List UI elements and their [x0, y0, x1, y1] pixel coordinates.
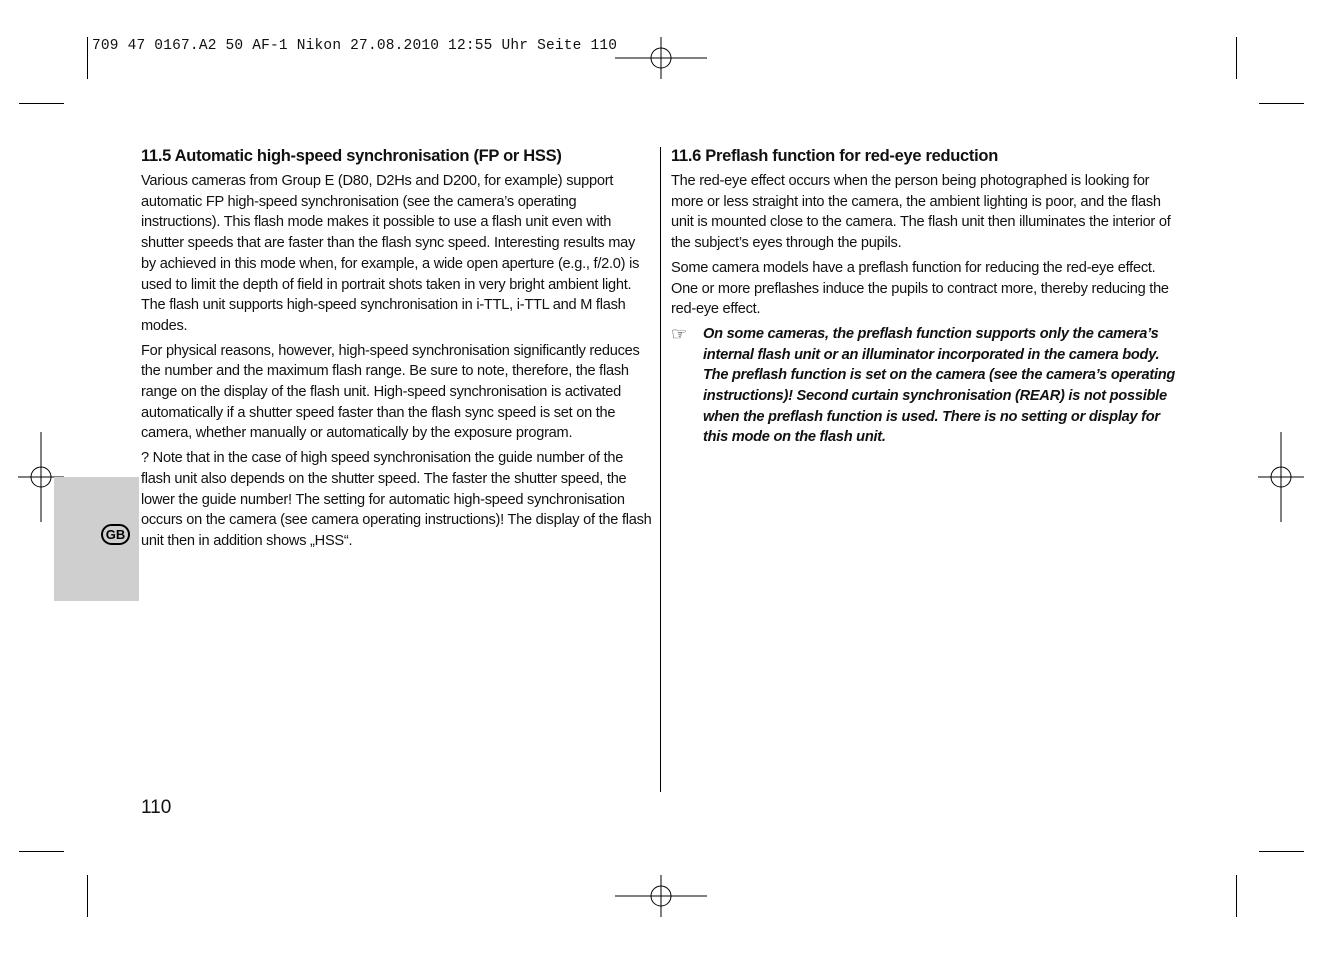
section-heading-11-5: 11.5 Automatic high-speed synchronisation (FP or HSS): [141, 147, 562, 165]
note-block: [671, 324, 1183, 448]
pointing-hand-icon: ☞: [671, 323, 688, 344]
paragraph: Various cameras from Group E (D80, D2Hs and D200, for example) support automatic FP high-speed synchronisation (see the camera’s operating instructions). This flash mode makes it possible to use a flash unit even with shutter speeds that are faster than the flash sync speed. Interesting results may by achieved in this mode when, for example, a wide open aperture (e.g., f/2.0) is used to limit the depth of field in portrait shots taken in very bright ambient light. The flash unit supports high-speed synchronisation in i-TTL, i-TTL and M flash modes.: [141, 173, 640, 334]
paragraph: The red-eye effect occurs when the person being photographed is looking for more or less straight into the camera, the ambient lighting is poor, and the flash unit is mounted close to the camera. The flash unit then illuminates the interior of the subject’s eyes through the pupils.: [671, 173, 1171, 252]
note-line: The preflash function is set on the camera (see the camera’s operating instructions)! Second curtain synchronisation (REAR) is not possible when the preflash function is used. There is no setting or display for this mode on the flash unit.: [703, 367, 1176, 446]
crop-mark-top-right-vertical: [1236, 37, 1237, 79]
registration-mark-top: [615, 37, 707, 79]
print-slug: 709 47 0167.A2 50 AF-1 Nikon 27.08.2010 12:55 Uhr Seite 110: [92, 38, 618, 54]
paragraph: Some camera models have a preflash function for reducing the red-eye effect. One or more preflashes induce the pupils to contract more, thereby reducing the red-eye effect.: [671, 259, 1169, 318]
registration-mark-right: [1258, 432, 1304, 522]
right-column: [671, 145, 1183, 448]
registration-mark-bottom: [615, 875, 707, 917]
crop-mark-top-right-horizontal: [1259, 103, 1304, 104]
note-line: On some cameras, the preflash function supports only the camera’s internal flash unit or an illuminator incorporated in the camera body.: [703, 325, 1160, 363]
language-badge: GB: [101, 524, 130, 545]
crop-mark-bottom-right-vertical: [1236, 875, 1237, 917]
crop-mark-bottom-left-vertical: [87, 875, 88, 917]
column-divider: [660, 147, 661, 792]
left-column: [141, 145, 653, 556]
crop-mark-top-left-horizontal: [19, 103, 64, 104]
crop-mark-bottom-right-horizontal: [1259, 851, 1304, 852]
paragraph: For physical reasons, however, high-speed synchronisation significantly reduces the number and the maximum flash range. Be sure to note, therefore, the flash range on the display of the flash unit. High-speed synchronisation is activated automatically if a shutter speed faster than the flash sync speed is set on the camera, whether manually or automatically by the exposure program.: [141, 342, 640, 442]
crop-mark-bottom-left-horizontal: [19, 851, 64, 852]
crop-mark-top-left-vertical: [87, 37, 88, 79]
page-number: 110: [141, 797, 172, 818]
section-heading-11-6: 11.6 Preflash function for red-eye reduction: [671, 147, 998, 165]
paragraph: ? Note that in the case of high speed synchronisation the guide number of the flash unit also depends on the shutter speed. The faster the shutter speed, the lower the guide number! The setting for automatic high-speed synchronisation occurs on the camera (see camera operating instructions)! The display of the flash unit then in addition shows „HSS“.: [141, 450, 652, 549]
